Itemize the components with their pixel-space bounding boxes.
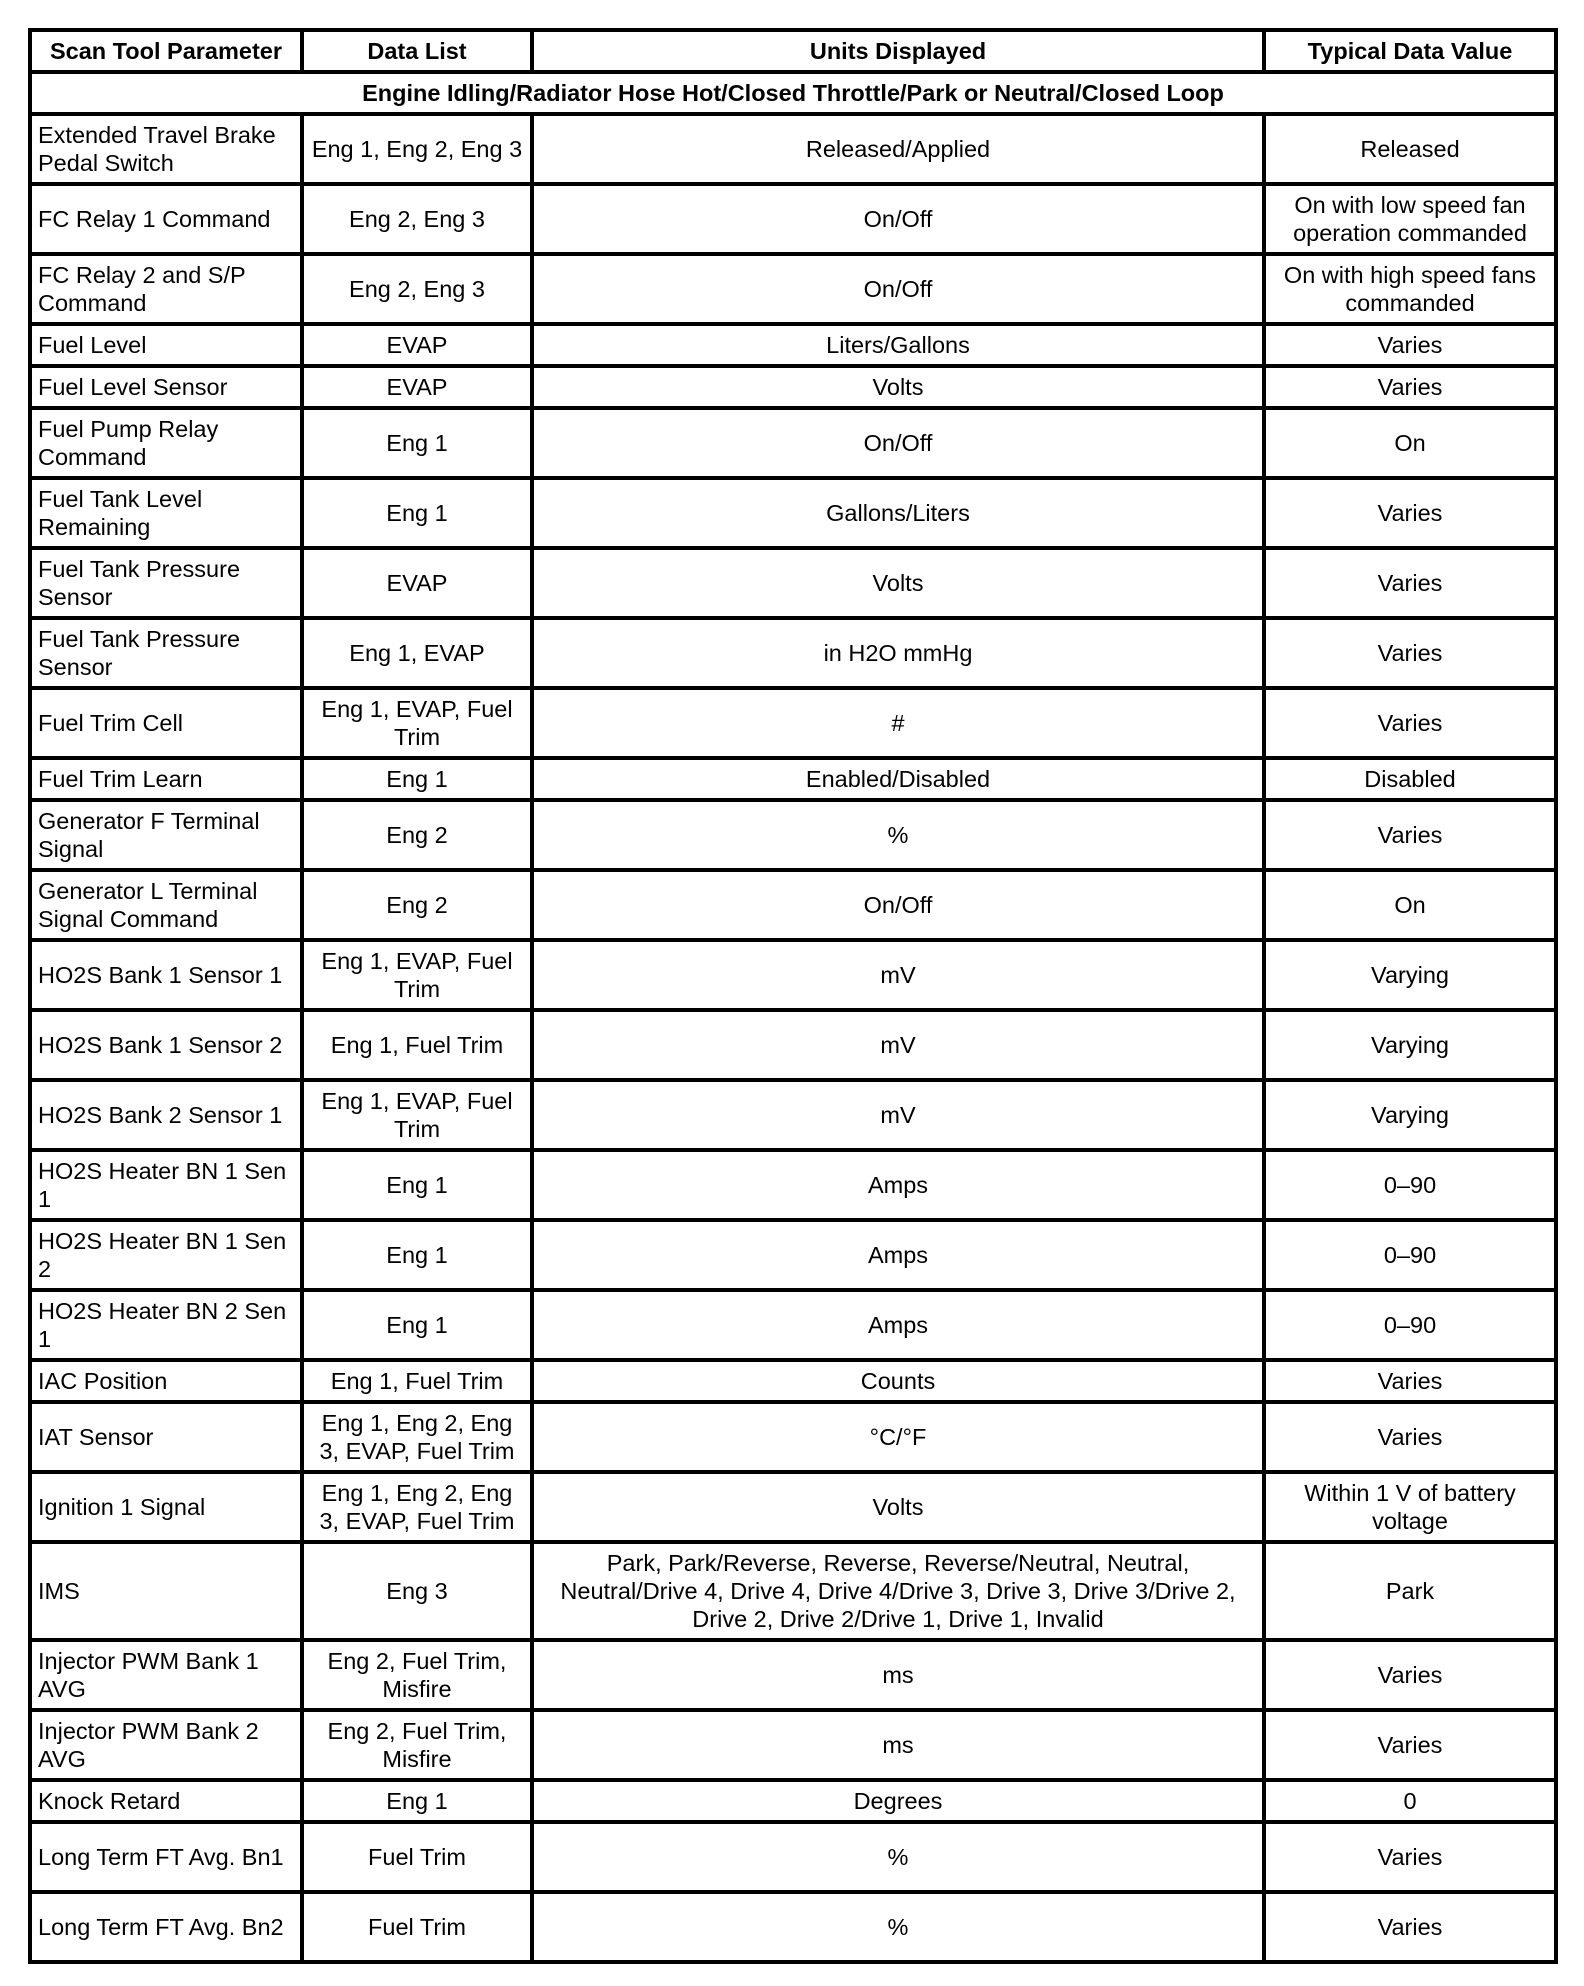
cell-units: mV xyxy=(532,940,1264,1010)
cell-units: Park, Park/Reverse, Reverse, Reverse/Neutral, Neutral, Neutral/Drive 4, Drive 4, Drive 4/Drive 3, Drive 3, Drive 3/Drive 2, Drive 2, Drive 2/Drive 1, Drive 1, Invalid xyxy=(532,1542,1264,1640)
cell-units: Degrees xyxy=(532,1780,1264,1822)
cell-typical-value: On xyxy=(1264,870,1556,940)
cell-typical-value: On with low speed fan operation commanded xyxy=(1264,184,1556,254)
cell-typical-value: Varies xyxy=(1264,618,1556,688)
cell-parameter: HO2S Bank 1 Sensor 1 xyxy=(30,940,302,1010)
table-row xyxy=(30,800,1556,870)
table-row xyxy=(30,1542,1556,1640)
cell-typical-value: Varies xyxy=(1264,800,1556,870)
cell-data-list: Eng 2, Fuel Trim, Misfire xyxy=(302,1710,532,1780)
cell-units: mV xyxy=(532,1080,1264,1150)
cell-data-list: Eng 1 xyxy=(302,1290,532,1360)
section-row xyxy=(30,72,1556,114)
cell-typical-value: Varies xyxy=(1264,1710,1556,1780)
cell-typical-value: Varies xyxy=(1264,1402,1556,1472)
cell-units: Liters/Gallons xyxy=(532,324,1264,366)
table-row xyxy=(30,1472,1556,1542)
cell-typical-value: Within 1 V of battery voltage xyxy=(1264,1472,1556,1542)
table-row xyxy=(30,1010,1556,1080)
cell-parameter: Long Term FT Avg. Bn1 xyxy=(30,1822,302,1892)
cell-typical-value: Released xyxy=(1264,114,1556,184)
cell-units: Amps xyxy=(532,1290,1264,1360)
cell-units: Amps xyxy=(532,1150,1264,1220)
cell-units: ms xyxy=(532,1640,1264,1710)
cell-parameter: Fuel Tank Level Remaining xyxy=(30,478,302,548)
cell-parameter: Long Term FT Avg. Bn2 xyxy=(30,1892,302,1962)
cell-units: Volts xyxy=(532,548,1264,618)
cell-data-list: Eng 3 xyxy=(302,1542,532,1640)
cell-parameter: Extended Travel Brake Pedal Switch xyxy=(30,114,302,184)
cell-typical-value: 0–90 xyxy=(1264,1290,1556,1360)
cell-units: mV xyxy=(532,1010,1264,1080)
cell-typical-value: Varies xyxy=(1264,688,1556,758)
cell-data-list: Eng 2 xyxy=(302,800,532,870)
cell-data-list: Eng 1 xyxy=(302,478,532,548)
cell-units: Volts xyxy=(532,1472,1264,1542)
cell-typical-value: 0–90 xyxy=(1264,1220,1556,1290)
cell-typical-value: Varying xyxy=(1264,940,1556,1010)
cell-data-list: Eng 1 xyxy=(302,1780,532,1822)
cell-data-list: Fuel Trim xyxy=(302,1822,532,1892)
cell-parameter: FC Relay 2 and S/P Command xyxy=(30,254,302,324)
cell-data-list: EVAP xyxy=(302,548,532,618)
section-title: Engine Idling/Radiator Hose Hot/Closed Throttle/Park or Neutral/Closed Loop xyxy=(30,72,1556,114)
cell-parameter: FC Relay 1 Command xyxy=(30,184,302,254)
cell-units: On/Off xyxy=(532,870,1264,940)
cell-parameter: Fuel Level xyxy=(30,324,302,366)
cell-typical-value: On with high speed fans commanded xyxy=(1264,254,1556,324)
table-row xyxy=(30,758,1556,800)
cell-units: Released/Applied xyxy=(532,114,1264,184)
cell-parameter: Injector PWM Bank 1 AVG xyxy=(30,1640,302,1710)
cell-parameter: Injector PWM Bank 2 AVG xyxy=(30,1710,302,1780)
cell-data-list: Eng 1 xyxy=(302,408,532,478)
cell-parameter: HO2S Heater BN 1 Sen 2 xyxy=(30,1220,302,1290)
cell-parameter: Fuel Tank Pressure Sensor xyxy=(30,618,302,688)
cell-parameter: IAT Sensor xyxy=(30,1402,302,1472)
cell-typical-value: On xyxy=(1264,408,1556,478)
table-row xyxy=(30,688,1556,758)
table-row xyxy=(30,870,1556,940)
cell-parameter: Fuel Tank Pressure Sensor xyxy=(30,548,302,618)
cell-data-list: Fuel Trim xyxy=(302,1892,532,1962)
cell-data-list: EVAP xyxy=(302,324,532,366)
cell-data-list: Eng 1, Eng 2, Eng 3 xyxy=(302,114,532,184)
cell-parameter: Generator F Terminal Signal xyxy=(30,800,302,870)
table-row xyxy=(30,1220,1556,1290)
cell-parameter: HO2S Heater BN 2 Sen 1 xyxy=(30,1290,302,1360)
cell-units: Counts xyxy=(532,1360,1264,1402)
cell-data-list: Eng 2 xyxy=(302,870,532,940)
cell-units: °C/°F xyxy=(532,1402,1264,1472)
cell-units: in H2O mmHg xyxy=(532,618,1264,688)
cell-units: Enabled/Disabled xyxy=(532,758,1264,800)
cell-units: # xyxy=(532,688,1264,758)
cell-parameter: Fuel Trim Learn xyxy=(30,758,302,800)
cell-units: % xyxy=(532,1822,1264,1892)
cell-units: On/Off xyxy=(532,184,1264,254)
table-row xyxy=(30,366,1556,408)
header-units: Units Displayed xyxy=(532,30,1264,72)
cell-units: % xyxy=(532,1892,1264,1962)
cell-typical-value: Varies xyxy=(1264,1892,1556,1962)
data-table-container xyxy=(28,28,1554,1964)
cell-typical-value: Varying xyxy=(1264,1080,1556,1150)
cell-units: % xyxy=(532,800,1264,870)
cell-units: Gallons/Liters xyxy=(532,478,1264,548)
cell-data-list: EVAP xyxy=(302,366,532,408)
cell-data-list: Eng 1, EVAP, Fuel Trim xyxy=(302,688,532,758)
cell-typical-value: Varies xyxy=(1264,1822,1556,1892)
cell-typical-value: Varies xyxy=(1264,1360,1556,1402)
table-row xyxy=(30,1150,1556,1220)
cell-parameter: Fuel Pump Relay Command xyxy=(30,408,302,478)
cell-data-list: Eng 2, Fuel Trim, Misfire xyxy=(302,1640,532,1710)
cell-units: Volts xyxy=(532,366,1264,408)
cell-parameter: HO2S Heater BN 1 Sen 1 xyxy=(30,1150,302,1220)
table-row xyxy=(30,1360,1556,1402)
cell-parameter: Fuel Trim Cell xyxy=(30,688,302,758)
scan-tool-data-table xyxy=(28,28,1558,1964)
cell-typical-value: Park xyxy=(1264,1542,1556,1640)
cell-parameter: IMS xyxy=(30,1542,302,1640)
table-row xyxy=(30,1080,1556,1150)
cell-data-list: Eng 2, Eng 3 xyxy=(302,254,532,324)
table-row xyxy=(30,1710,1556,1780)
table-row xyxy=(30,618,1556,688)
cell-parameter: HO2S Bank 2 Sensor 1 xyxy=(30,1080,302,1150)
cell-data-list: Eng 1, Eng 2, Eng 3, EVAP, Fuel Trim xyxy=(302,1402,532,1472)
cell-data-list: Eng 1, Eng 2, Eng 3, EVAP, Fuel Trim xyxy=(302,1472,532,1542)
cell-typical-value: Varies xyxy=(1264,478,1556,548)
table-row xyxy=(30,408,1556,478)
cell-typical-value: Varying xyxy=(1264,1010,1556,1080)
table-row xyxy=(30,1780,1556,1822)
cell-typical-value: Varies xyxy=(1264,324,1556,366)
header-parameter: Scan Tool Parameter xyxy=(30,30,302,72)
cell-typical-value: Varies xyxy=(1264,1640,1556,1710)
cell-typical-value: Disabled xyxy=(1264,758,1556,800)
header-typical-value: Typical Data Value xyxy=(1264,30,1556,72)
table-row xyxy=(30,1892,1556,1962)
table-row xyxy=(30,1402,1556,1472)
cell-parameter: HO2S Bank 1 Sensor 2 xyxy=(30,1010,302,1080)
table-row xyxy=(30,548,1556,618)
cell-parameter: Ignition 1 Signal xyxy=(30,1472,302,1542)
table-row xyxy=(30,114,1556,184)
header-data-list: Data List xyxy=(302,30,532,72)
table-row xyxy=(30,184,1556,254)
table-row xyxy=(30,1640,1556,1710)
table-row xyxy=(30,478,1556,548)
cell-typical-value: Varies xyxy=(1264,548,1556,618)
cell-data-list: Eng 1, EVAP, Fuel Trim xyxy=(302,940,532,1010)
cell-data-list: Eng 1, EVAP xyxy=(302,618,532,688)
cell-parameter: Generator L Terminal Signal Command xyxy=(30,870,302,940)
cell-typical-value: 0 xyxy=(1264,1780,1556,1822)
cell-parameter: Knock Retard xyxy=(30,1780,302,1822)
table-row xyxy=(30,254,1556,324)
cell-parameter: IAC Position xyxy=(30,1360,302,1402)
cell-typical-value: Varies xyxy=(1264,366,1556,408)
cell-data-list: Eng 1, EVAP, Fuel Trim xyxy=(302,1080,532,1150)
cell-typical-value: 0–90 xyxy=(1264,1150,1556,1220)
table-row xyxy=(30,324,1556,366)
cell-data-list: Eng 1 xyxy=(302,758,532,800)
cell-units: On/Off xyxy=(532,408,1264,478)
cell-data-list: Eng 1 xyxy=(302,1150,532,1220)
cell-data-list: Eng 1, Fuel Trim xyxy=(302,1010,532,1080)
cell-units: ms xyxy=(532,1710,1264,1780)
table-body xyxy=(30,72,1556,1962)
table-header-row xyxy=(30,30,1556,72)
cell-units: Amps xyxy=(532,1220,1264,1290)
table-row xyxy=(30,1290,1556,1360)
table-row xyxy=(30,940,1556,1010)
cell-data-list: Eng 2, Eng 3 xyxy=(302,184,532,254)
table-row xyxy=(30,1822,1556,1892)
cell-data-list: Eng 1 xyxy=(302,1220,532,1290)
cell-parameter: Fuel Level Sensor xyxy=(30,366,302,408)
cell-units: On/Off xyxy=(532,254,1264,324)
cell-data-list: Eng 1, Fuel Trim xyxy=(302,1360,532,1402)
